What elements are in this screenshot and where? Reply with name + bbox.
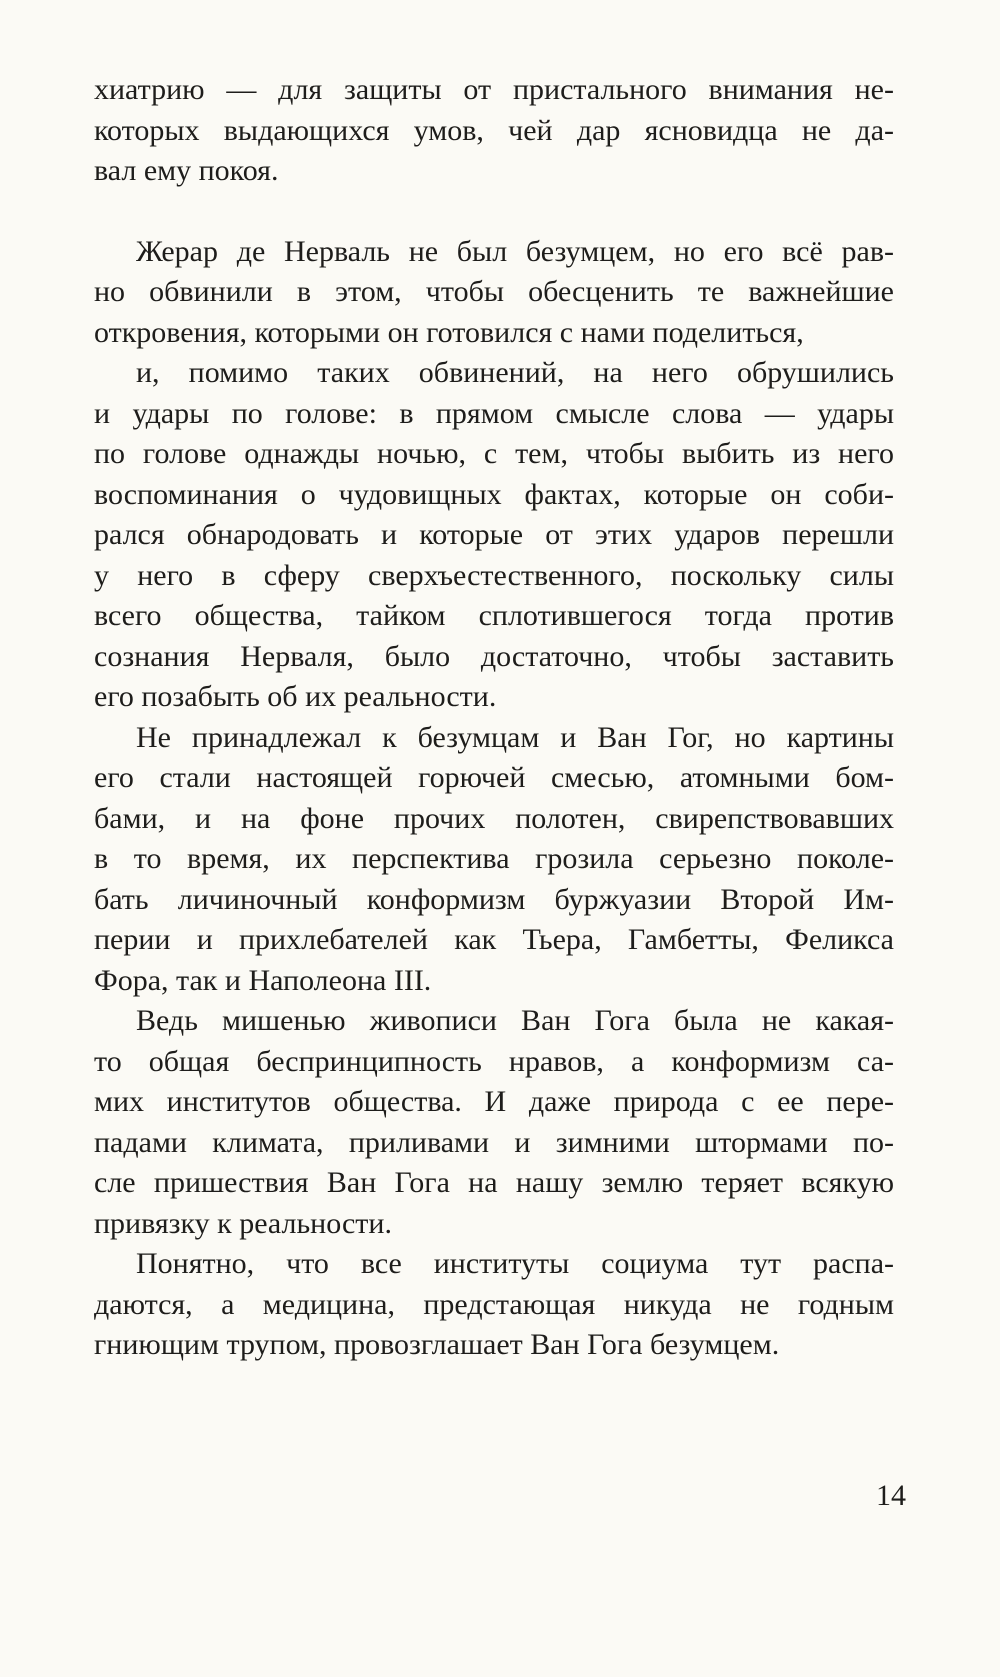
text-line: то общая беспринципность нравов, а конформизм са- xyxy=(94,1044,894,1078)
text-line: бами, и на фоне прочих полотен, свирепствовавших xyxy=(94,801,894,835)
text-line: Ведь мишенью живописи Ван Гога была не какая- xyxy=(136,1004,894,1037)
text-line: вал ему покоя. xyxy=(94,154,279,187)
text-line: Не принадлежал к безумцам и Ван Гог, но картины xyxy=(136,720,894,754)
text-line: бать личиночный конформизм буржуазии Второй Им- xyxy=(94,882,894,916)
text-line: воспоминания о чудовищных фактах, которые он соби- xyxy=(94,477,894,511)
text-line: сле пришествия Ван Гога на нашу землю теряет всякую xyxy=(94,1166,894,1199)
text-line: которых выдающихся умов, чей дар ясновидца не да- xyxy=(94,113,894,147)
text-line: сознания Нерваля, было достаточно, чтобы заставить xyxy=(94,639,894,673)
text-line: падами климата, приливами и зимними штормами по- xyxy=(94,1125,894,1159)
text-line: рался обнародовать и которые от этих ударов перешли xyxy=(94,518,894,551)
text-line: даются, а медицина, предстающая никуда не годным xyxy=(94,1287,894,1321)
text-line: Понятно, что все институты социума тут распа- xyxy=(136,1247,894,1280)
text-line: откровения, которыми он готовился с нами поделиться, xyxy=(94,315,804,349)
text-line: всего общества, тайком сплотившегося тогда против xyxy=(94,599,894,632)
paragraph-1 xyxy=(94,70,894,192)
text-line: гниющим трупом, провозглашает Ван Гога безумцем. xyxy=(94,1328,780,1361)
paragraph-3 xyxy=(94,353,894,718)
text-line: привязку к реальности. xyxy=(94,1206,392,1240)
text-line: у него в сферу сверхъестественного, поскольку силы xyxy=(94,558,894,592)
body-text xyxy=(94,70,894,1366)
paragraph-6 xyxy=(94,1244,894,1366)
text-line: его позабыть об их реальности. xyxy=(94,680,497,713)
text-line: Фора, так и Наполеона III. xyxy=(94,963,432,997)
paragraph-4 xyxy=(94,718,894,1002)
text-line: Жерар де Нерваль не был безумцем, но его всё рав- xyxy=(136,234,894,268)
paragraph-2 xyxy=(94,232,894,354)
text-line: но обвинили в этом, чтобы обесценить те важнейшие xyxy=(94,275,894,308)
text-line: мих институтов общества. И даже природа с ее пере- xyxy=(94,1085,894,1118)
text-line: в то время, их перспектива грозила серьезно поколе- xyxy=(94,842,894,875)
text-line: хиатрию — для защиты от пристального внимания не- xyxy=(94,73,894,106)
page-number: 14 xyxy=(876,1479,906,1512)
paragraph-5 xyxy=(94,1001,894,1244)
text-line: его стали настоящей горючей смесью, атомными бом- xyxy=(94,761,894,794)
paragraph-gap xyxy=(94,192,894,232)
text-line: и, помимо таких обвинений, на него обрушились xyxy=(136,356,894,389)
text-line: и удары по голове: в прямом смысле слова — удары xyxy=(94,396,894,430)
text-line: по голове однажды ночью, с тем, чтобы выбить из него xyxy=(94,437,894,470)
text-line: перии и прихлебателей как Тьера, Гамбетты, Феликса xyxy=(94,923,894,956)
